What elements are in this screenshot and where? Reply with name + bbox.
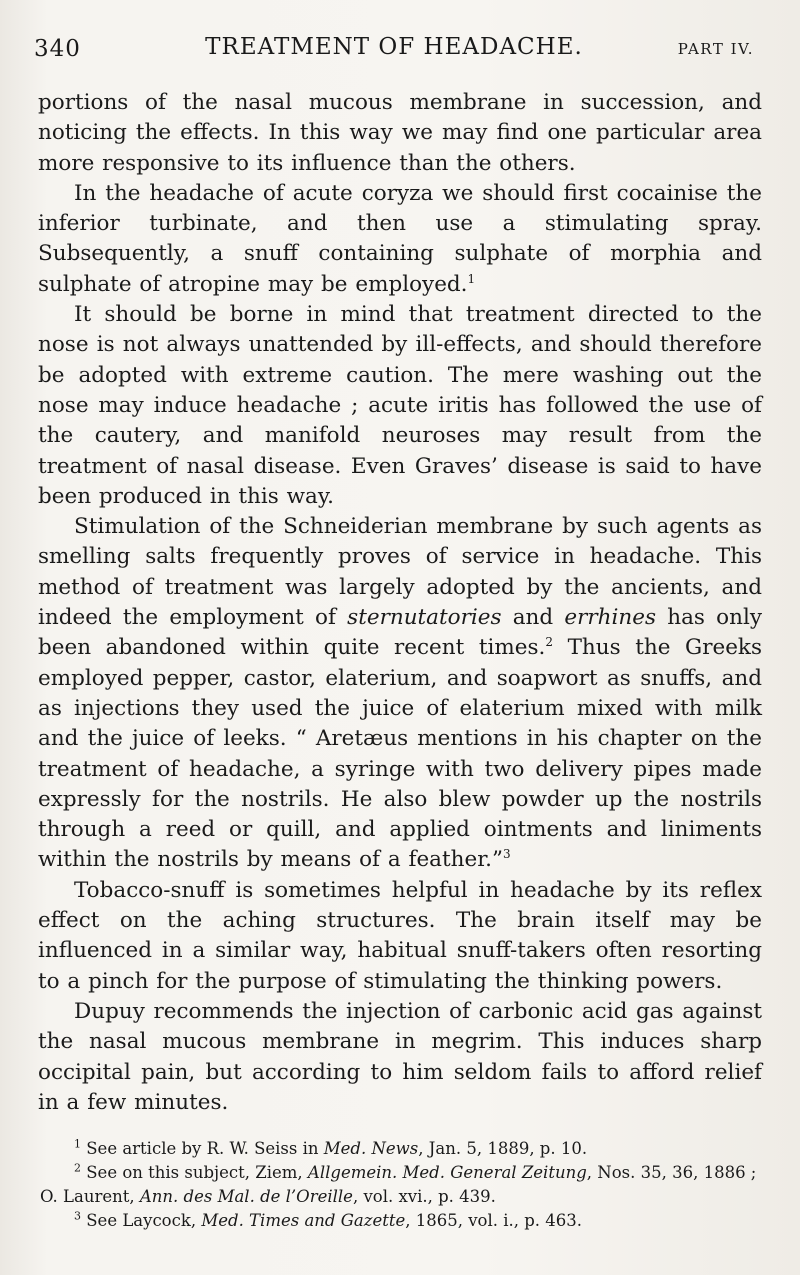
- text-run: Stimulation of the Schneiderian membrane by such agents as smelling salts frequently proves of service in headache. This method of treatment was largely adopted by the ancients, and indeed the employment of: [38, 514, 762, 631]
- text-run: Dupuy recommends the injection of carbonic acid gas against the nasal mucous membrane in megrim. This induces sharp occipital pain, but according to him seldom fails to afford relief in a few minutes.: [38, 998, 762, 1115]
- body-text: [38, 88, 762, 1118]
- paragraph: [38, 997, 762, 1118]
- footnote-mark: 2: [74, 1161, 81, 1175]
- footnote-mark: 3: [74, 1209, 81, 1223]
- footnote: [40, 1137, 770, 1161]
- footnote-reference: 3: [502, 847, 511, 862]
- italic-text: errhines: [564, 605, 656, 631]
- paragraph: [38, 512, 762, 876]
- text-run: It should be borne in mind that treatment directed to the nose is not always unattended by ill-effects, and should therefore be adopted with extreme caution. The mere washing out the nose may induce headache ; acute iritis has followed the use of the cautery, and manifold neuroses may result from the treatment of nasal disease. Even Graves’ disease is said to have been produced in this way.: [38, 302, 762, 509]
- footnotes: [40, 1137, 770, 1233]
- text-run: Thus the Greeks employed pepper, castor, elaterium, and soapwort as snuffs, and as injections they used the juice of elaterium mixed with milk and the juice of leeks. “ Aretæus mentions in his chapter on the treatment of headache, a syringe with two delivery pipes made expressly for the nostrils. He also blew powder up the nostrils through a reed or quill, and applied ointments and liniments within the nostrils by means of a feather.”: [38, 635, 762, 873]
- paragraph: [38, 300, 762, 512]
- footnote-mark: 1: [74, 1137, 81, 1151]
- text-run: , Nos. 35, 36, 1886 ; O. Laurent,: [40, 1163, 757, 1206]
- text-run: , 1865, vol. i., p. 463.: [405, 1211, 583, 1230]
- text-run: See Laycock,: [81, 1211, 202, 1230]
- text-run: See article by R. W. Seiss in: [81, 1139, 324, 1158]
- text-run: , vol. xvi., p. 439.: [352, 1187, 496, 1206]
- footnote-reference: 1: [467, 271, 476, 286]
- text-run: portions of the nasal mucous membrane in succession, and noticing the effects. In this way we may find one particular area more responsive to its influence than the others.: [38, 90, 762, 176]
- italic-text: Ann. des Mal. de l’Oreille: [139, 1187, 353, 1206]
- footnote: [40, 1209, 770, 1233]
- text-run: In the headache of acute coryza we should first cocainise the inferior turbinate, and then use a stimulating spray. Subsequently, a snuff containing sulphate of morphia and sulphate of atropine may be employed.: [38, 180, 762, 297]
- italic-text: sternutatories: [347, 605, 502, 631]
- page-number: 340: [34, 36, 81, 62]
- paragraph: [38, 179, 762, 300]
- page-header: [34, 30, 754, 66]
- text-run: has only been abandoned within quite recent times.: [38, 605, 762, 661]
- paragraph: [38, 876, 762, 997]
- text-run: and: [501, 605, 565, 631]
- italic-text: Med. Times and Gazette: [201, 1211, 406, 1230]
- italic-text: Allgemein. Med. General Zeitung: [307, 1163, 587, 1182]
- text-run: Tobacco-snuff is sometimes helpful in headache by its reflex effect on the aching structures. The brain itself may be influenced in a similar way, habitual snuff-takers often resorting to a pinch for the purpose of stimulating the thinking powers.: [38, 877, 762, 994]
- paragraph: [38, 88, 762, 179]
- text-run: , Jan. 5, 1889, p. 10.: [418, 1139, 588, 1158]
- text-run: See on this subject, Ziem,: [81, 1163, 308, 1182]
- running-title: TREATMENT OF HEADACHE.: [205, 34, 583, 60]
- footnote-reference: 2: [545, 635, 553, 650]
- footnote: [40, 1161, 770, 1209]
- italic-text: Med. News: [323, 1139, 419, 1158]
- part-label: PART IV.: [677, 40, 754, 58]
